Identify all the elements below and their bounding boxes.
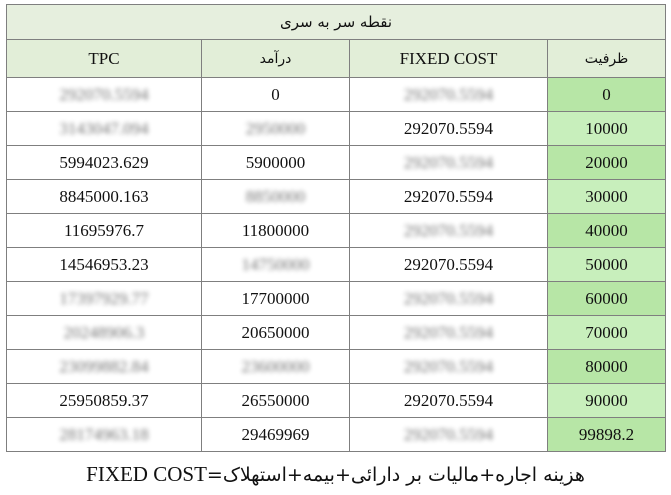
- header-income: درآمد: [202, 40, 350, 78]
- cell-tpc-blurred-value: 17397929.77: [59, 288, 149, 308]
- cell-fixed-cost: [350, 78, 548, 112]
- cell-fixed-cost: 292070.5594: [350, 248, 548, 282]
- cell-income: [202, 112, 350, 146]
- fixed-cost-definition: [0, 462, 671, 487]
- table-row: [7, 418, 666, 452]
- cell-capacity: 30000: [548, 180, 666, 214]
- cell-tpc: [7, 78, 202, 112]
- cell-fixed-cost: [350, 282, 548, 316]
- cell-fixed-cost: 292070.5594: [350, 384, 548, 418]
- table-row: [7, 350, 666, 384]
- cell-income: 11800000: [202, 214, 350, 248]
- header-fixed-cost: FIXED COST: [350, 40, 548, 78]
- cell-fixed-cost-blurred-value: 292070.5594: [403, 84, 494, 104]
- table-row: [7, 214, 666, 248]
- cell-fixed-cost: 292070.5594: [350, 112, 548, 146]
- cell-tpc: [7, 350, 202, 384]
- footer-latin: FIXED COST: [86, 462, 207, 486]
- cell-income-blurred-value: 8850000: [245, 186, 306, 206]
- cell-capacity: 10000: [548, 112, 666, 146]
- cell-tpc: 5994023.629: [7, 146, 202, 180]
- cell-income-blurred-value: 2950000: [245, 118, 306, 138]
- cell-tpc-blurred-value: 20248906.3: [63, 322, 145, 342]
- cell-fixed-cost: 292070.5594: [350, 180, 548, 214]
- cell-fixed-cost-blurred-value: 292070.5594: [403, 288, 494, 308]
- header-capacity: ظرفیت: [548, 40, 666, 78]
- cell-income: [202, 180, 350, 214]
- table-title: نقطه سر به سری: [7, 5, 666, 40]
- cell-tpc: [7, 112, 202, 146]
- cell-income: 26550000: [202, 384, 350, 418]
- cell-tpc: 11695976.7: [7, 214, 202, 248]
- header-tpc: TPC: [7, 40, 202, 78]
- cell-fixed-cost: [350, 418, 548, 452]
- footer-persian: =هزینه اجاره+مالیات بر دارائی+بیمه+استهلاک: [206, 464, 585, 486]
- cell-fixed-cost-blurred-value: 292070.5594: [403, 424, 494, 444]
- cell-tpc-blurred-value: 292070.5594: [59, 84, 149, 104]
- cell-tpc-blurred-value: 23099882.84: [59, 356, 149, 376]
- cell-tpc-blurred-value: 28174963.18: [59, 424, 149, 444]
- cell-fixed-cost: [350, 350, 548, 384]
- cell-income: 0: [202, 78, 350, 112]
- cell-fixed-cost: [350, 214, 548, 248]
- table-row: [7, 112, 666, 146]
- table-row: [7, 146, 666, 180]
- cell-income-blurred-value: 23600000: [241, 356, 310, 376]
- table-row: [7, 384, 666, 418]
- cell-tpc: [7, 282, 202, 316]
- cell-tpc: 14546953.23: [7, 248, 202, 282]
- cell-capacity: 70000: [548, 316, 666, 350]
- breakeven-table-container: [6, 4, 665, 452]
- cell-capacity: 60000: [548, 282, 666, 316]
- cell-fixed-cost-blurred-value: 292070.5594: [403, 152, 494, 172]
- cell-fixed-cost-blurred-value: 292070.5594: [403, 322, 494, 342]
- cell-tpc: 8845000.163: [7, 180, 202, 214]
- cell-capacity: 20000: [548, 146, 666, 180]
- table-row: [7, 316, 666, 350]
- cell-capacity: 90000: [548, 384, 666, 418]
- breakeven-table: [6, 4, 666, 452]
- cell-income: 5900000: [202, 146, 350, 180]
- table-row: [7, 180, 666, 214]
- table-row: [7, 282, 666, 316]
- table-row: [7, 78, 666, 112]
- cell-capacity: 80000: [548, 350, 666, 384]
- cell-fixed-cost-blurred-value: 292070.5594: [403, 356, 494, 376]
- cell-income: 20650000: [202, 316, 350, 350]
- cell-income: [202, 350, 350, 384]
- cell-fixed-cost: [350, 146, 548, 180]
- cell-capacity: 99898.2: [548, 418, 666, 452]
- cell-income-blurred-value: 14750000: [241, 254, 310, 274]
- cell-income: 29469969: [202, 418, 350, 452]
- cell-capacity: 50000: [548, 248, 666, 282]
- cell-fixed-cost-blurred-value: 292070.5594: [403, 220, 494, 240]
- cell-fixed-cost: [350, 316, 548, 350]
- cell-tpc: [7, 418, 202, 452]
- cell-income: 17700000: [202, 282, 350, 316]
- cell-tpc-blurred-value: 3143047.094: [59, 118, 149, 138]
- cell-tpc: 25950859.37: [7, 384, 202, 418]
- table-body: [7, 78, 666, 452]
- cell-capacity: 40000: [548, 214, 666, 248]
- table-row: [7, 248, 666, 282]
- cell-income: [202, 248, 350, 282]
- cell-capacity: 0: [548, 78, 666, 112]
- cell-tpc: [7, 316, 202, 350]
